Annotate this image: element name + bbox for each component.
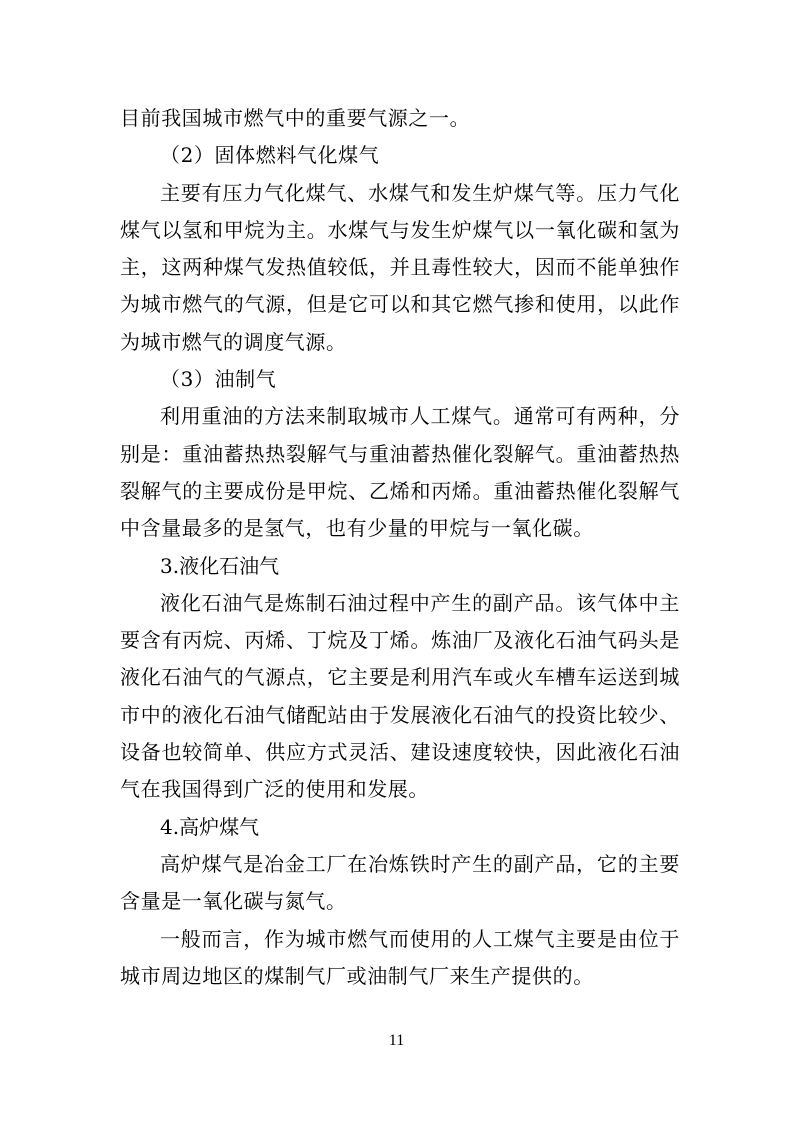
- paragraph-lpg: 液化石油气是炼制石油过程中产生的副产品。该气体中主要含有丙烷、丙烯、丁烷及丁烯。炼油厂及液化石油气码头是液化石油气的气源点，它主要是利用汽车或火车槽车运送到城市中的液化石油气储配站由于发展液化石油气的投资比较少、设备也较简单、供应方式灵活、建设速度较快，因此液化石油气在我国得到广泛的使用和发展。: [120, 590, 680, 802]
- body-text: [120, 100, 680, 995]
- paragraph-solid-fuel-gas: 主要有压力气化煤气、水煤气和发生炉煤气等。压力气化煤气以氢和甲烷为主。水煤气与发生炉煤气以一氧化碳和氢为主，这两种煤气发热值较低，并且毒性较大，因而不能单独作为城市燃气的气源，但是它可以和其它燃气掺和使用，以此作为城市燃气的调度气源。: [120, 180, 680, 354]
- paragraph-blast-furnace-gas: 高炉煤气是冶金工厂在冶炼铁时产生的副产品，它的主要含量是一氧化碳与氮气。: [120, 851, 680, 914]
- section-heading-blast-furnace-gas: 4.高炉煤气: [160, 814, 260, 839]
- subsection-heading-oil-gas: （3）油制气: [160, 367, 277, 392]
- paragraph-summary: 一般而言，作为城市燃气而使用的人工煤气主要是由位于城市周边地区的煤制气厂或油制气厂来生产提供的。: [120, 926, 680, 988]
- paragraph-continuation: 目前我国城市燃气中的重要气源之一。: [120, 106, 471, 130]
- page-number: 11: [388, 1032, 405, 1049]
- subsection-heading-solid-fuel-gas: （2）固体燃料气化煤气: [160, 143, 380, 168]
- section-heading-lpg: 3.液化石油气: [160, 553, 280, 578]
- paragraph-oil-gas: 利用重油的方法来制取城市人工煤气。通常可有两种，分别是：重油蓄热热裂解气与重油蓄热催化裂解气。重油蓄热热裂解气的主要成份是甲烷、乙烯和丙烯。重油蓄热催化裂解气中含量最多的是氢气，也有少量的甲烷与一氧化碳。: [120, 404, 680, 541]
